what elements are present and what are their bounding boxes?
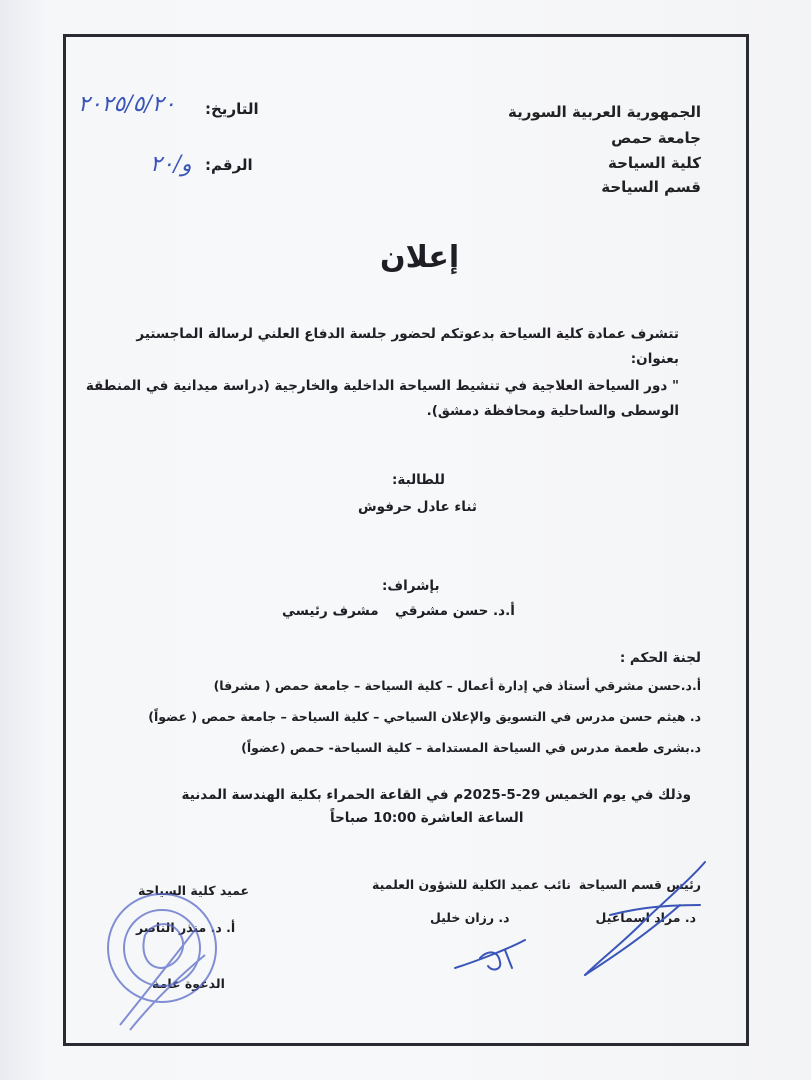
committee-member-3: د.بشرى طعمة مدرس في السياحة المستدامة – كلية السياحة- حمص (عضواً): [241, 740, 701, 755]
number-label: الرقم:: [205, 156, 253, 174]
schedule-line-1: وذلك في يوم الخميس 29-5-2025م في القاعة الحمراء بكلية الهندسة المدنية: [181, 787, 691, 803]
schedule-line-2: الساعة العاشرة 10:00 صباحاً: [330, 810, 524, 826]
date-value: ٢٠٢٥/٥/٢٠: [78, 92, 176, 117]
official-stamp: [108, 894, 216, 1030]
vice-dean-title: نائب عميد الكلية للشؤون العلمية: [372, 877, 571, 892]
header-university: جامعة حمص: [611, 129, 701, 147]
number-value: و/٢٠: [150, 152, 192, 177]
head-of-department-name: د. مراد اسماعيل: [595, 910, 696, 925]
page-title: إعلان: [380, 240, 460, 275]
committee-label: لجنة الحكم :: [619, 650, 701, 666]
invitation-intro: تتشرف عمادة كلية السياحة بدعوتكم لحضور جلسة الدفاع العلني لرسالة الماجستير: [136, 326, 679, 342]
subject-line-1: " دور السياحة العلاجية في تنشيط السياحة الداخلية والخارجية (دراسة ميدانية في المنطقة: [85, 378, 679, 394]
dean-name: أ. د. منذر الناصر: [136, 920, 236, 935]
student-name: ثناء عادل حرفوش: [358, 499, 477, 515]
subject-line-2: الوسطى والساحلية ومحافظة دمشق).: [426, 403, 679, 419]
date-label: التاريخ:: [205, 100, 259, 118]
dean-title: عميد كلية السياحة: [138, 883, 250, 898]
header-department: قسم السياحة: [601, 178, 701, 196]
committee-member-2: د. هيثم حسن مدرس في التسويق والإعلان السياحي – كلية السياحة – جامعة حمص ( عضواً): [148, 709, 701, 724]
header-faculty: كلية السياحة: [608, 154, 701, 172]
student-label: للطالبة:: [392, 472, 445, 488]
supervisor-name: أ.د. حسن مشرقي: [395, 603, 515, 619]
header-country: الجمهورية العربية السورية: [508, 103, 701, 121]
committee-member-1: أ.د.حسن مشرقي أستاذ في إدارة أعمال – كلية السياحة – جامعة حمص ( مشرفا): [213, 678, 701, 693]
head-signature-mark: [585, 862, 705, 975]
supervision-label: بإشراف:: [382, 578, 440, 594]
dean-note: الدعوة عامة: [152, 976, 225, 991]
subject-label: بعنوان:: [630, 351, 679, 367]
vice-signature-mark: [455, 940, 525, 969]
vice-dean-name: د. رزان خليل: [430, 910, 510, 925]
supervisor-role: مشرف رئيسي: [282, 603, 379, 619]
head-of-department-title: رئيس قسم السياحة: [578, 877, 701, 892]
